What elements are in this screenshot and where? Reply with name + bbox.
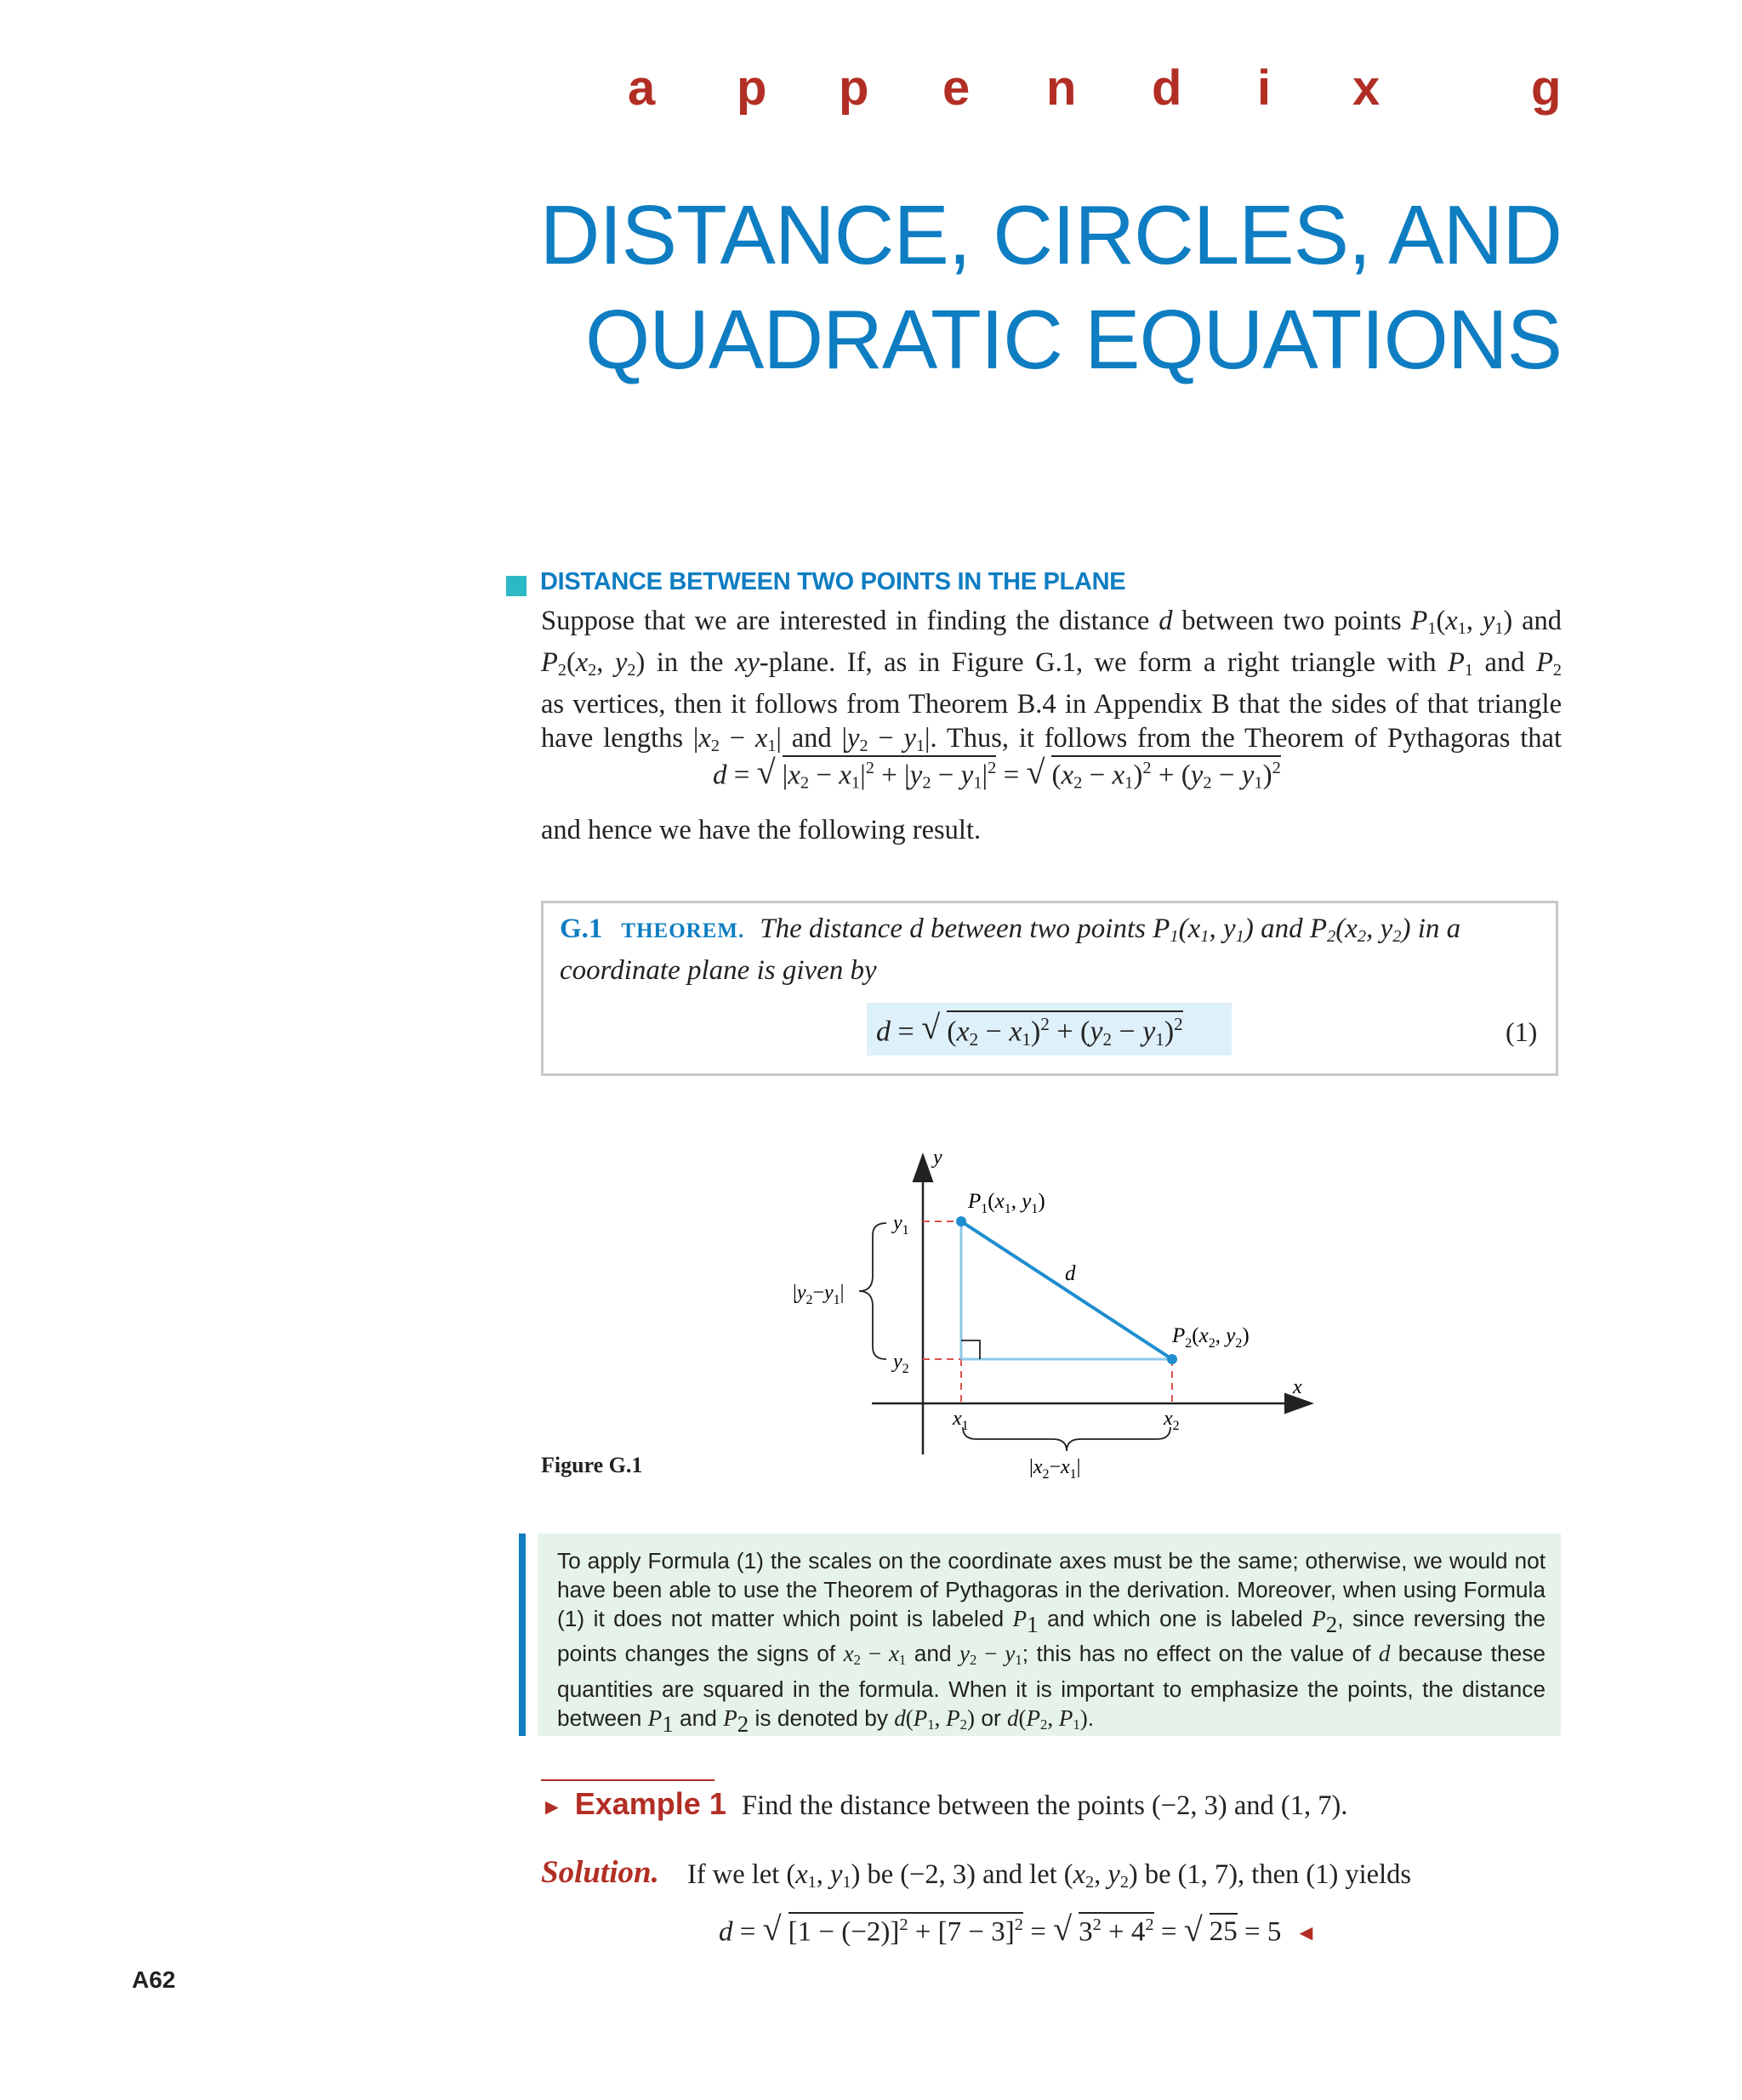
solution-label: Solution. bbox=[541, 1855, 659, 1890]
label-p1: $P_1(x_1$, $y_1$) bbox=[968, 1190, 1045, 1216]
vertical-brace bbox=[859, 1223, 886, 1359]
theorem-line: coordinate plane is given by bbox=[560, 955, 877, 987]
hypotenuse-d bbox=[961, 1221, 1172, 1359]
label-dx: $|x_2-x_1|$ bbox=[1029, 1456, 1081, 1482]
appendix-letter: d bbox=[1152, 60, 1182, 116]
note-line: have been able to use the Theorem of Pythagoras in the derivation. Moreover, when using Formula bbox=[557, 1577, 1546, 1602]
note-line: To apply Formula (1) the scales on the coordinate axes must be the same; otherwise, we would not bbox=[557, 1548, 1546, 1574]
triangle-right-icon: ► bbox=[541, 1794, 563, 1819]
x-axis-label: x bbox=[1293, 1376, 1302, 1398]
intro-conclusion: and hence we have the following result. bbox=[541, 815, 982, 845]
chapter-title-line: DISTANCE, CIRCLES, AND bbox=[539, 188, 1562, 282]
right-angle-marker bbox=[961, 1340, 980, 1359]
section-heading: DISTANCE BETWEEN TWO POINTS IN THE PLANE bbox=[540, 568, 1126, 595]
text-line: $P_2(x_2$, $y_2$) in the xy-plane. If, as in Figure G.1, we form a right triangle with $P_1$ and $P_2$ bbox=[541, 647, 1562, 680]
y-axis-label: y bbox=[933, 1147, 942, 1169]
label-x2: $x_2$ bbox=[1164, 1408, 1180, 1433]
label-y1: $y_1$ bbox=[893, 1212, 909, 1238]
text-line: as vertices, then it follows from Theorem B.4 in Appendix B that the sides of that triangle bbox=[541, 689, 1562, 720]
solution-equation: d = √ $[1 - (-2)]^2 + [7 - 3]^2$ = √ $3^2 + 4^2$ = √ 25 = 5 ◄ bbox=[719, 1912, 1317, 1948]
appendix-letter: p bbox=[737, 60, 767, 116]
appendix-letter: p bbox=[839, 60, 869, 116]
appendix-letter: n bbox=[1046, 60, 1077, 116]
note-line: points changes the signs of $x_2 - x_1$ and $y_2 - y_1$; this has no effect on the value of d because these bbox=[557, 1640, 1546, 1668]
horizontal-brace bbox=[963, 1427, 1170, 1451]
appendix-letter: x bbox=[1352, 60, 1381, 116]
point-p2 bbox=[1167, 1354, 1177, 1364]
label-p2: $P_2(x_2$, $y_2$) bbox=[1172, 1324, 1250, 1351]
chapter-title bbox=[456, 183, 1562, 392]
text-line: have lengths $|x_2 - x_1|$ and $|y_2 - y_1|$. Thus, it follows from the Theorem of Pythagoras that bbox=[541, 723, 1562, 756]
label-x1: $x_1$ bbox=[953, 1408, 969, 1433]
example-rule bbox=[541, 1779, 714, 1781]
derivation-equation: d = √ $|x_2 - x_1|^2 + |y_2 - y_1|^2$ = √ $(x_2 - x_1)^2 + (y_2 - y_1)^2$ bbox=[713, 755, 1281, 793]
text-line: Suppose that we are interested in finding the distance d between two points $P_1(x_1$, $y_1$) and bbox=[541, 606, 1563, 639]
label-d: d bbox=[1065, 1262, 1076, 1285]
note-line: between $P_1$ and $P_2$ is denoted by $d(P_1$, $P_2$) or $d(P_2$, $P_1$). bbox=[557, 1704, 1095, 1737]
example-text: Find the distance between the points (−2, 3) and (1, 7). bbox=[742, 1790, 1348, 1821]
theorem-label: THEOREM. bbox=[621, 919, 745, 942]
point-p1 bbox=[956, 1216, 966, 1226]
section-marker-icon bbox=[506, 576, 527, 596]
chapter-title-line: QUADRATIC EQUATIONS bbox=[584, 293, 1562, 386]
equation-number: (1) bbox=[1506, 1016, 1538, 1047]
figure-caption: Figure G.1 bbox=[541, 1453, 643, 1477]
note-line: (1) it does not matter which point is labeled $P_1$ and which one is labeled $P_2$, since reversing the bbox=[557, 1606, 1546, 1637]
label-dy: $|y_2-y_1|$ bbox=[793, 1282, 845, 1307]
theorem-number: G.1 bbox=[560, 913, 603, 944]
appendix-letter: a bbox=[628, 60, 656, 116]
example-label: ► Example 1 bbox=[541, 1786, 726, 1821]
theorem-statement: G.1 THEOREM. The distance d between two points $P_1(x_1$, $y_1$) and $P_2(x_2$, $y_2$) in a coordinate plane is given by bbox=[560, 912, 1546, 987]
note-accent-bar bbox=[519, 1534, 526, 1736]
note-line: quantities are squared in the formula. When it is important to emphasize the points, the distance bbox=[557, 1676, 1546, 1702]
label-y2: $y_2$ bbox=[893, 1351, 909, 1376]
end-of-example-icon: ◄ bbox=[1295, 1921, 1318, 1946]
solution-text: If we let ($x_1$, $y_1$) be (−2, 3) and let ($x_2$, $y_2$) be (1, 7), then (1) yields bbox=[687, 1859, 1412, 1892]
appendix-letter: i bbox=[1257, 60, 1272, 116]
intro-paragraph bbox=[541, 604, 1562, 763]
distance-formula: d = √ $(x_2 - x_1)^2 + (y_2 - y_1)^2$ bbox=[876, 1010, 1183, 1050]
appendix-letter: e bbox=[942, 60, 971, 116]
appendix-letter-g: g bbox=[1531, 60, 1562, 116]
figure-g1-diagram bbox=[766, 1140, 1361, 1482]
note-text bbox=[557, 1546, 1546, 1739]
page-number: A62 bbox=[132, 1966, 176, 1993]
